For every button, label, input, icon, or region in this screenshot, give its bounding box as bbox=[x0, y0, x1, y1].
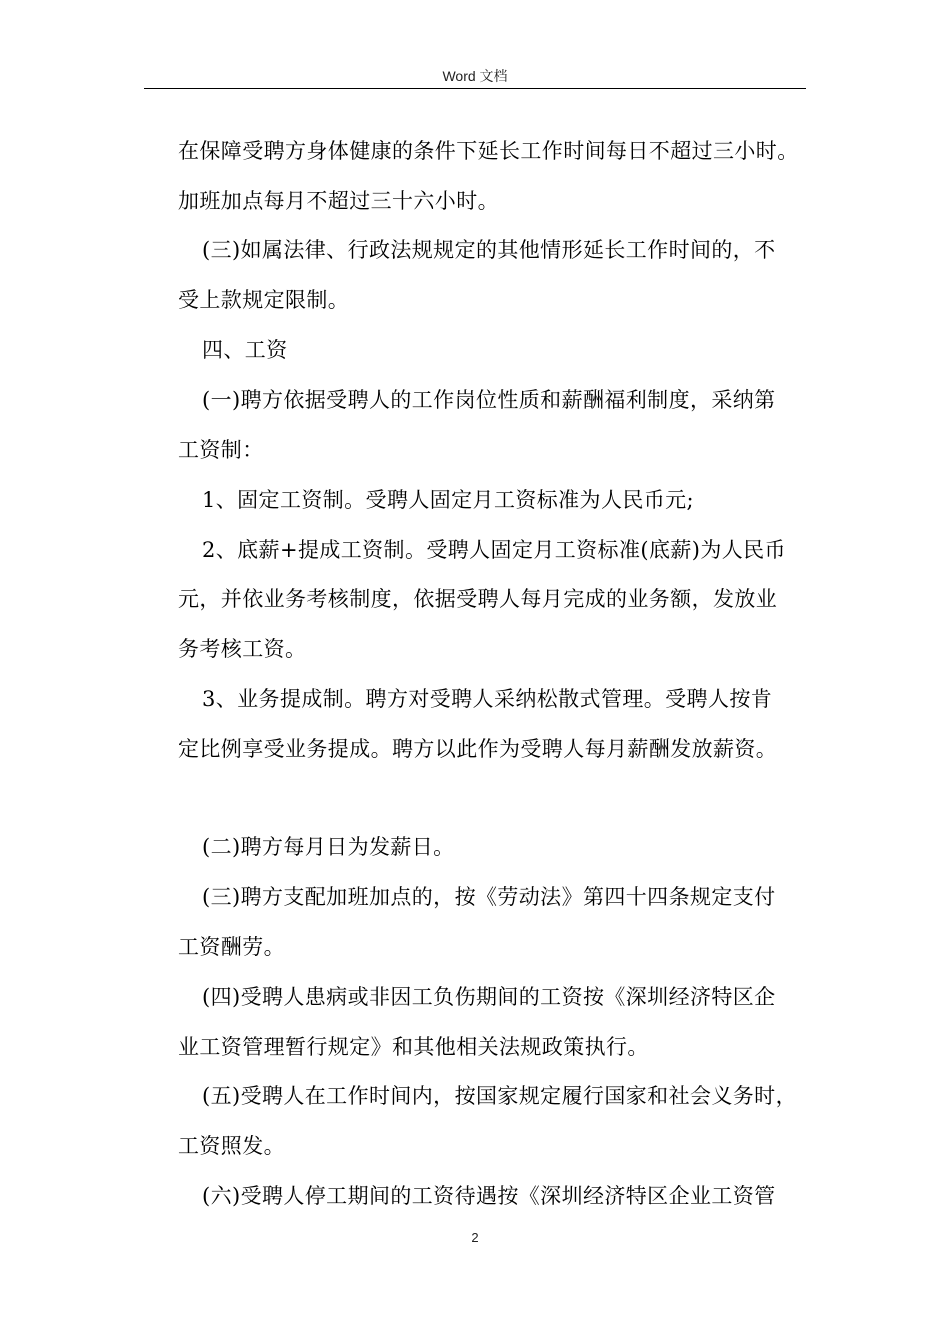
body-line: 务考核工资。 bbox=[178, 637, 307, 661]
body-line: (五)受聘人在工作时间内，按国家规定履行国家和社会义务时， bbox=[202, 1084, 797, 1108]
body-line: 在保障受聘方身体健康的条件下延长工作时间每日不超过三小时。 bbox=[178, 139, 799, 163]
body-line: (二)聘方每月日为发薪日。 bbox=[202, 835, 455, 859]
body-line: (一)聘方依据受聘人的工作岗位性质和薪酬福利制度，采纳第 bbox=[202, 388, 776, 412]
body-line: 工资酬劳。 bbox=[178, 935, 285, 959]
body-line: (三)聘方支配加班加点的，按《劳动法》第四十四条规定支付 bbox=[202, 885, 776, 909]
header-rule bbox=[144, 88, 806, 89]
body-line: 受上款规定限制。 bbox=[178, 288, 350, 312]
body-line: 工资照发。 bbox=[178, 1134, 285, 1158]
body-line: 业工资管理暂行规定》和其他相关法规政策执行。 bbox=[178, 1035, 649, 1059]
body-line: 加班加点每月不超过三十六小时。 bbox=[178, 189, 499, 213]
section-heading: 四、工资 bbox=[202, 338, 288, 362]
body-line: 1、固定工资制。受聘人固定月工资标准为人民币元; bbox=[202, 488, 695, 512]
body-line: (六)受聘人停工期间的工资待遇按《深圳经济特区企业工资管 bbox=[202, 1184, 776, 1208]
body-line: 元，并依业务考核制度，依据受聘人每月完成的业务额，发放业 bbox=[178, 587, 778, 611]
body-line: 工资制： bbox=[178, 438, 264, 462]
body-line: (四)受聘人患病或非因工负伤期间的工资按《深圳经济特区企 bbox=[202, 985, 776, 1009]
body-line: (三)如属法律、行政法规规定的其他情形延长工作时间的，不 bbox=[202, 238, 776, 262]
page-number: 2 bbox=[471, 1230, 479, 1245]
body-line: 定比例享受业务提成。聘方以此作为受聘人每月薪酬发放薪资。 bbox=[178, 737, 778, 761]
body-line: 3、业务提成制。聘方对受聘人采纳松散式管理。受聘人按肯 bbox=[202, 687, 773, 711]
page-header: Word 文档 bbox=[442, 68, 508, 84]
body-line: 2、底薪+提成工资制。受聘人固定月工资标准(底薪)为人民币 bbox=[202, 538, 786, 562]
